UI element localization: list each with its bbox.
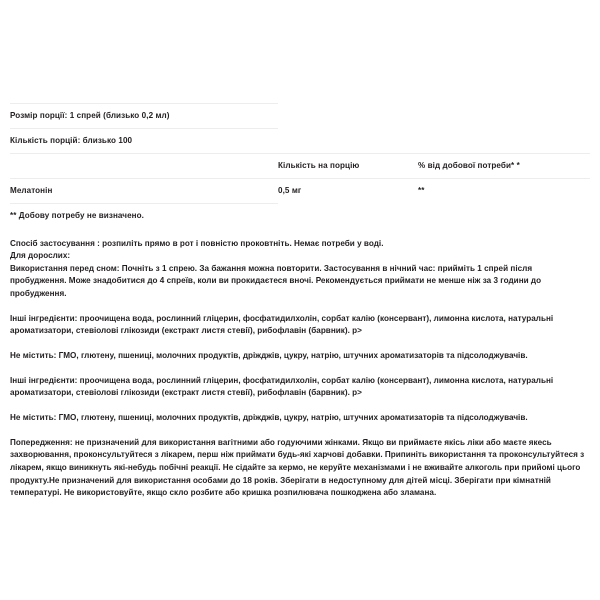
free-from-paragraph-2: Не містить: ГМО, глютену, пшениці, молочних продуктів, дріжджів, цукру, натрію, штучних ароматизаторів та підсолоджувачів. <box>10 412 528 422</box>
free-from-paragraph-1: Не містить: ГМО, глютену, пшениці, молочних продуктів, дріжджів, цукру, натрію, штучних ароматизаторів та підсолоджувачів. <box>10 351 528 361</box>
daily-value-footnote: ** Добову потребу не визначено. <box>10 204 278 222</box>
column-header-amount-per-serving: Кількість на порцію <box>278 154 418 179</box>
column-header-nutrient <box>10 154 278 179</box>
table-row <box>10 179 590 204</box>
top-whitespace <box>10 0 590 103</box>
directions-line-3: Використання перед сном: Почніть з 1 спрею. За бажання можна повторити. Застосування в нічний час: прийміть 1 спрей після пробудження. Може знадобитися до 4 спреїв, коли ви прокидаєтеся вночі. Рекомендується приймати не менше ніж за 3 години до пробудження. <box>10 263 542 299</box>
servings-spacer-1 <box>278 129 418 154</box>
table-header-row <box>10 154 590 179</box>
servings-spacer-2 <box>418 129 590 154</box>
directions-line-1: Спосіб застосування : розпиліть прямо в рот і повністю проковтніть. Немає потреби у воді. <box>10 238 384 248</box>
other-ingredients-paragraph-2: Інші інгредієнти: проочищена вода, рослинний гліцерин, фосфатидилхолін, сорбат калію (консервант), лимонна кислота, натуральні ароматизатори, стевіолові глікозиди (екстракт листя стевії), рибофлавін (барвник). p> <box>10 375 554 398</box>
footnote-spacer-2 <box>418 204 590 222</box>
warning-paragraph: Попередження: не призначений для використання вагітними або годуючими жінками. Якщо ви приймаєте якісь ліки або маєте якесь захворювання, проконсультуйтеся з лікарем, перш ніж приймати будь-які харчові добавки. Припиніть використання та проконсультуйтеся з лікарем, якщо виникнуть які-небудь побічні реакції. Не сідайте за кермо, не керуйте механізмами і не вживайте алкоголь при прийомі цього продукту.Не призначений для використання особами до 18 років. Зберігати в недоступному для дітей місці. Зберігати при кімнатній температурі. Не використовуйте, якщо скло розбите або кришка розпилювача пошкоджена або зламана. <box>10 437 585 498</box>
servings-per-container-row <box>10 129 590 154</box>
nutrient-amount: 0,5 мг <box>278 186 302 196</box>
serving-size-row <box>10 104 590 129</box>
nutrient-daily-value: ** <box>418 186 425 196</box>
directions-line-2: Для дорослих: <box>10 251 71 261</box>
serving-size-spacer-1 <box>278 104 418 129</box>
servings-per-container-label: Кількість порцій: близько 100 <box>10 129 278 154</box>
directions-paragraph <box>10 238 590 301</box>
other-ingredients-paragraph-1: Інші інгредієнти: проочищена вода, рослинний гліцерин, фосфатидилхолін, сорбат калію (консервант), лимонна кислота, натуральні ароматизатори, стевіолові глікозиди (екстракт листя стевії), рибофлавін (барвник). p> <box>10 313 554 336</box>
serving-size-label: Розмір порції: 1 спрей (близько 0,2 мл) <box>10 104 278 129</box>
product-information <box>10 238 590 500</box>
footnote-spacer-1 <box>278 204 418 222</box>
nutrient-name: Мелатонін <box>10 186 53 196</box>
supplement-facts-table <box>10 103 590 222</box>
column-header-daily-value: % від добової потреби* * <box>418 154 590 179</box>
serving-size-spacer-2 <box>418 104 590 129</box>
footnote-row <box>10 204 590 222</box>
